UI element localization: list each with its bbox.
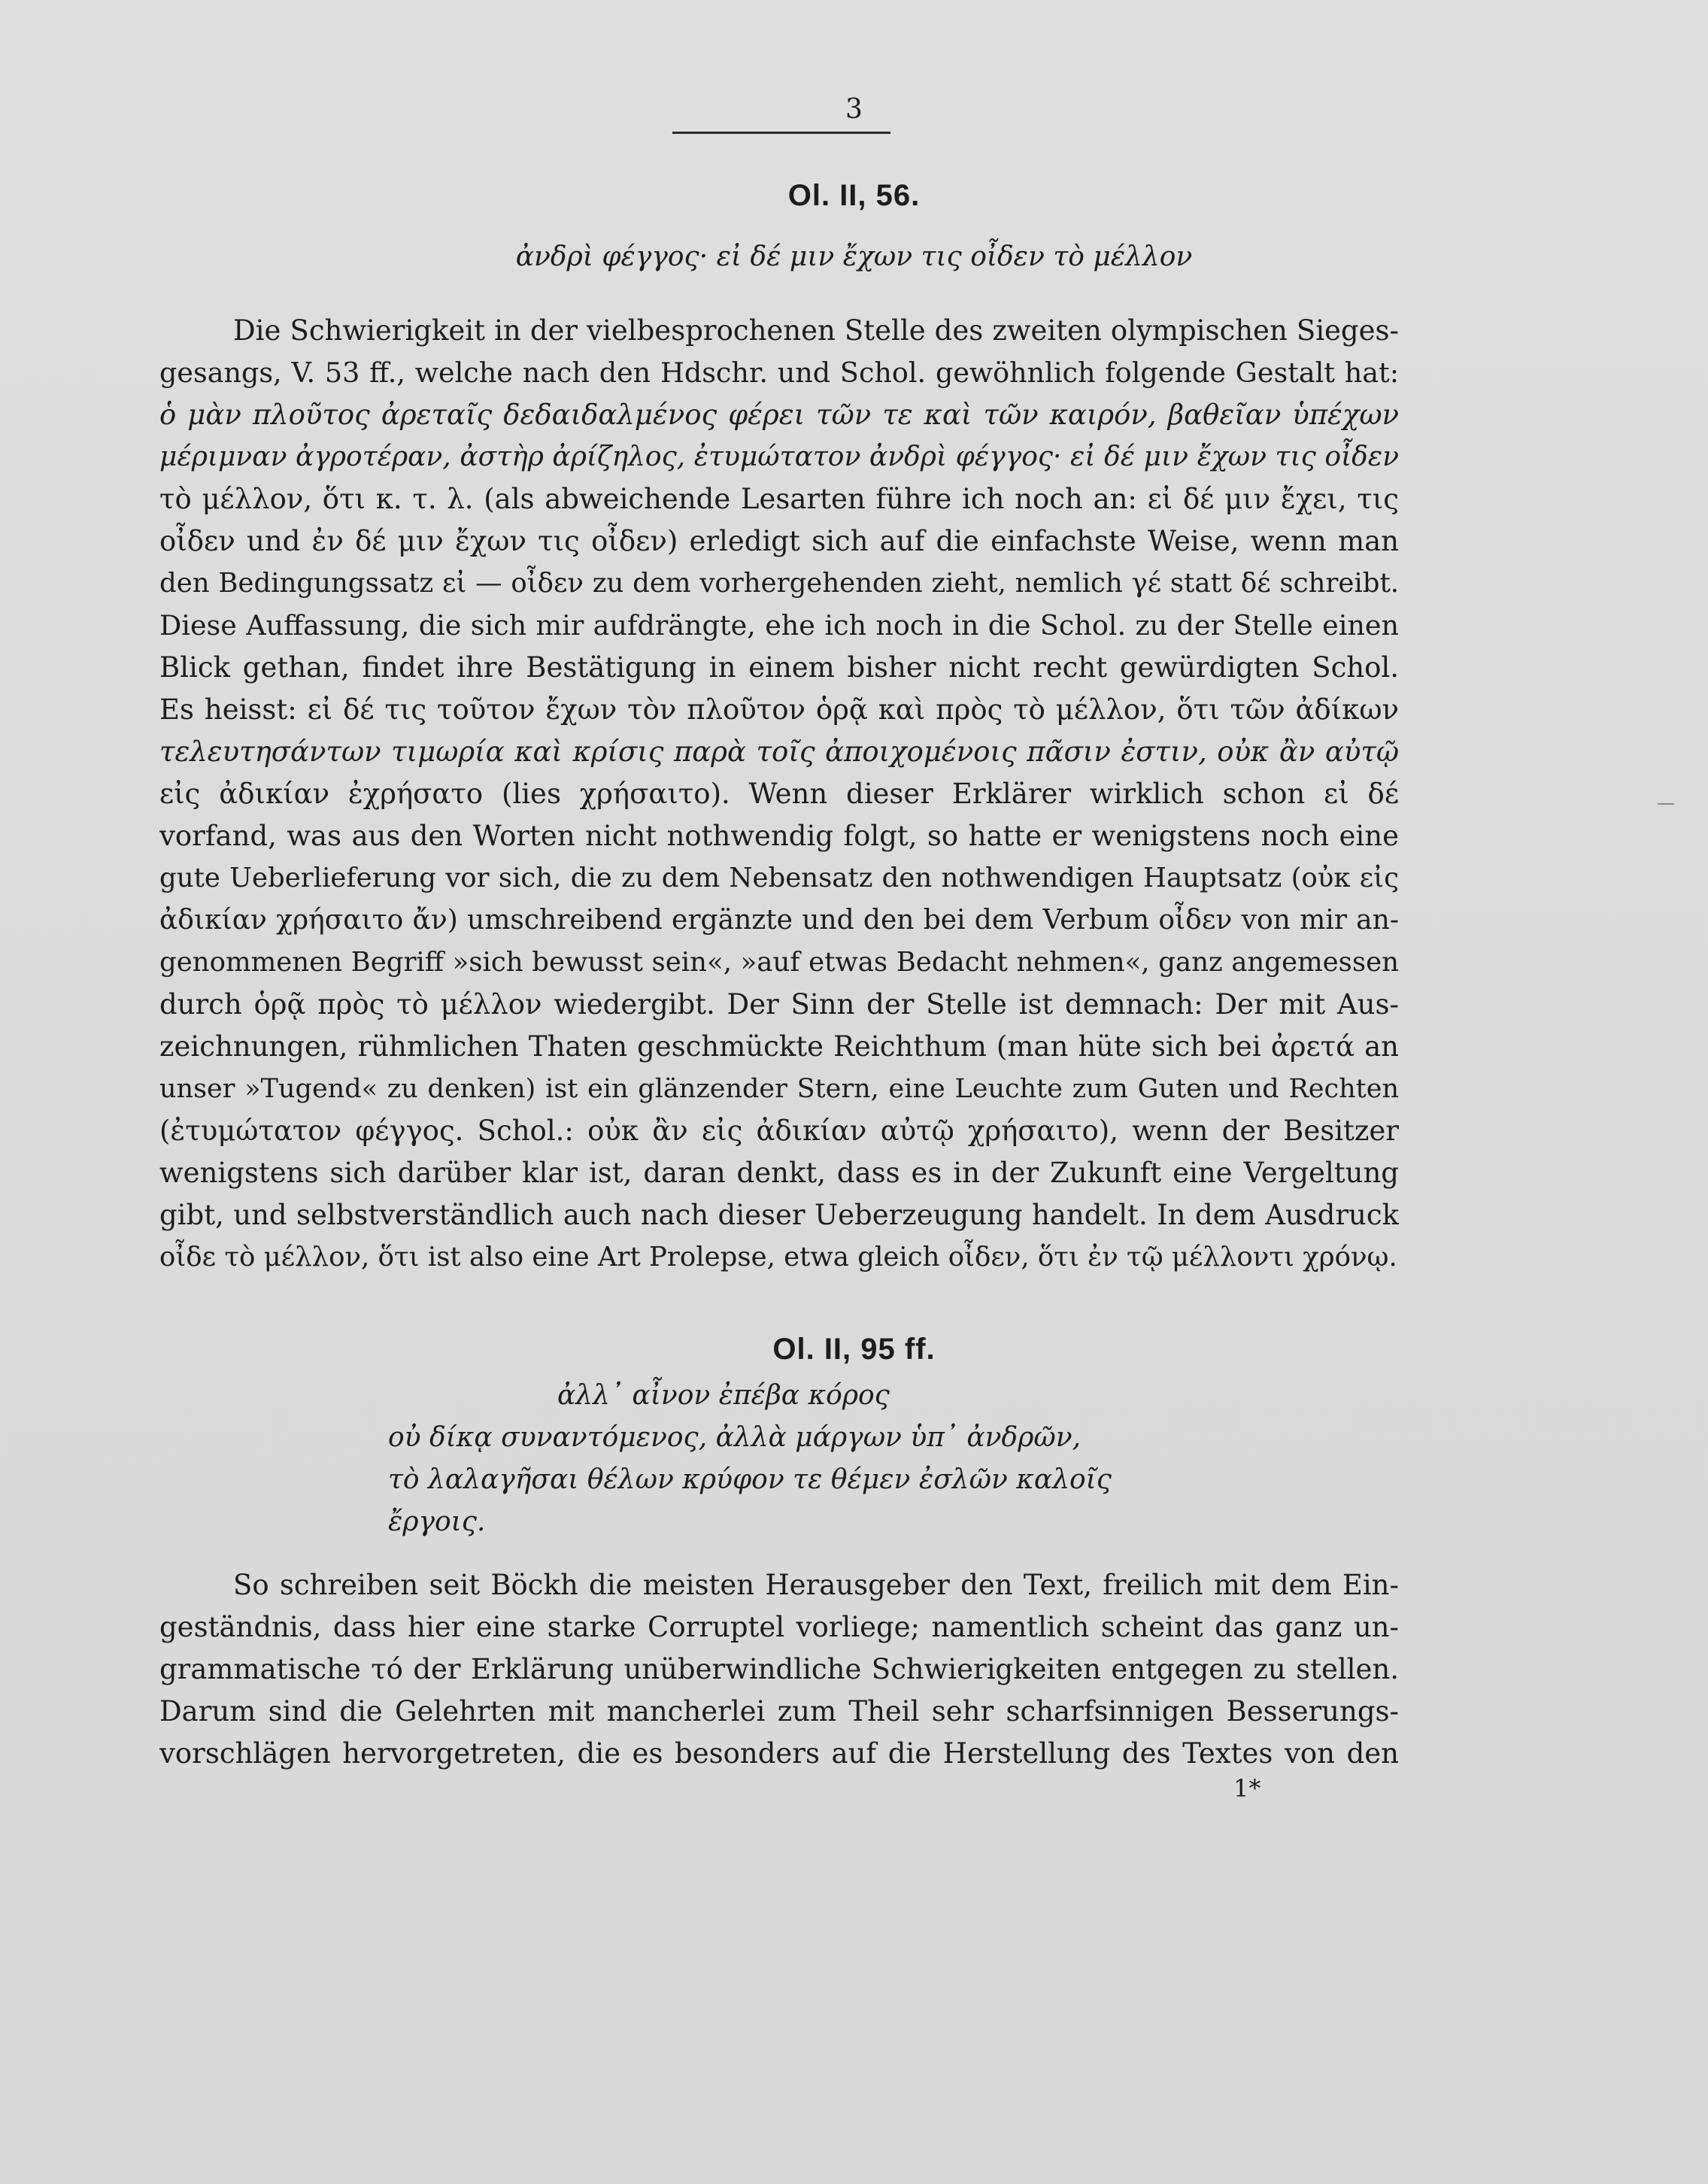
section1-paragraph xyxy=(159,310,1399,1279)
section2-paragraph xyxy=(159,1564,1399,1775)
text-line: (ἐτυμώτατον φέγγος. Schol.: οὐκ ἂν εἰς ἀδικίαν αὐτῷ χρήσαιτο), wenn der Besitzer xyxy=(159,1115,1399,1147)
text-line: geständnis, dass hier eine starke Corruptel vorliege; namentlich scheint das ganz un- xyxy=(159,1611,1399,1643)
section-heading-ol-ii-95: Ol. II, 95 ff. xyxy=(772,1333,936,1366)
text-line: Diese Auffassung, die sich mir aufdrängte, ehe ich noch in die Schol. zu der Stelle einen xyxy=(159,609,1399,642)
text-line: gute Ueberlieferung vor sich, die zu dem Nebensatz den nothwendigen Hauptsatz (οὐκ εἰς xyxy=(159,863,1399,893)
text-line: gibt, und selbstverständlich auch nach dieser Ueberzeugung handelt. In dem Ausdruck xyxy=(159,1199,1399,1231)
text-line: Es heisst: εἰ δέ τις τοῦτον ἔχων τὸν πλοῦτον ὁρᾷ καὶ πρὸς τὸ μέλλον, ὅτι τῶν ἀδίκων xyxy=(159,693,1399,726)
text-line: Darum sind die Gelehrten mit mancherlei zum Theil sehr scharfsinnigen Besserungs- xyxy=(159,1695,1399,1727)
text-line: οἶδεν und ἐν δέ μιν ἔχων τις οἶδεν) erledigt sich auf die einfachste Weise, wenn man xyxy=(159,525,1399,557)
text-line: grammatische τό der Erklärung unüberwindliche Schwierigkeiten entgegen zu stellen. xyxy=(159,1653,1399,1685)
text-line: ἀδικίαν χρήσαιτο ἄν) umschreibend ergänzte und den bei dem Verbum οἶδεν von mir an- xyxy=(159,905,1399,936)
text-line: So schreiben seit Böckh die meisten Herausgeber den Text, freilich mit dem Ein- xyxy=(233,1569,1399,1601)
section-heading-ol-ii-56: Ol. II, 56. xyxy=(787,179,921,212)
text-line: Die Schwierigkeit in der vielbesprochenen Stelle des zweiten olympischen Sieges- xyxy=(233,314,1399,347)
verse-line: τὸ λαλαγῆσαι θέλων κρύφον τε θέμεν ἐσλῶν καλοῖς xyxy=(388,1464,1112,1495)
text-line-greek: ὁ μὰν πλοῦτος ἀρεταῖς δεδαιδαλμένος φέρει τῶν τε καὶ τῶν καιρόν, βαθεῖαν ὑπέχων xyxy=(159,399,1399,431)
verse-line: ἔργοις. xyxy=(388,1506,486,1537)
sheet-signature: 1* xyxy=(1233,1774,1261,1803)
header-rule xyxy=(672,132,890,134)
text-line-greek: μέριμναν ἀγροτέραν, ἀστὴρ ἀρίζηλος, ἐτυμώτατον ἀνδρὶ φέγγος· εἰ δέ μιν ἔχων τις οἶδεν xyxy=(159,441,1399,472)
verse-line: ἀλλ᾽ αἶνον ἐπέβα κόρος xyxy=(557,1380,890,1411)
page-number: 3 xyxy=(845,94,863,125)
text-line: zeichnungen, rühmlichen Thaten geschmückte Reichthum (man hüte sich bei ἀρετά an xyxy=(159,1030,1399,1063)
text-line: vorschlägen hervorgetreten, die es besonders auf die Herstellung des Textes von den xyxy=(159,1737,1399,1770)
text-line: τὸ μέλλον, ὅτι κ. τ. λ. (als abweichende Lesarten führe ich noch an: εἰ δέ μιν ἔχει, τις xyxy=(159,483,1399,515)
margin-mark xyxy=(1658,803,1674,805)
text-line: den Bedingungssatz εἰ — οἶδεν zu dem vorhergehenden zieht, nemlich γέ statt δέ schreibt. xyxy=(159,568,1399,599)
text-line: εἰς ἀδικίαν ἐχρήσατο (lies χρήσαιτο). Wenn dieser Erklärer wirklich schon εἰ δέ xyxy=(159,778,1399,810)
text-line-greek: τελευτησάντων τιμωρία καὶ κρίσις παρὰ τοῖς ἀποιχομένοις πᾶσιν ἐστιν, οὐκ ἂν αὐτῷ xyxy=(159,736,1399,768)
text-line: unser »Tugend« zu denken) ist ein glänzender Stern, eine Leuchte zum Guten und Rechten xyxy=(159,1074,1399,1104)
text-line: οἶδε τὸ μέλλον, ὅτι ist also eine Art Prolepse, etwa gleich οἶδεν, ὅτι ἐν τῷ μέλλοντι χρόνῳ. xyxy=(159,1242,1397,1272)
verse-line: οὐ δίκᾳ συναντόμενος, ἀλλὰ μάργων ὑπ᾽ ἀνδρῶν, xyxy=(388,1422,1082,1453)
text-line: Blick gethan, findet ihre Bestätigung in einem bisher nicht recht gewürdigten Schol. xyxy=(159,651,1399,684)
verse-quote-greek xyxy=(388,1375,1112,1543)
text-line: vorfand, was aus den Worten nicht nothwendig folgt, so hatte er wenigstens noch eine xyxy=(159,820,1399,852)
text-line: wenigstens sich darüber klar ist, daran denkt, dass es in der Zukunft eine Vergeltung xyxy=(159,1157,1399,1189)
text-line: durch ὁρᾷ πρὸς τὸ μέλλον wiedergibt. Der Sinn der Stelle ist demnach: Der mit Aus- xyxy=(159,988,1399,1021)
section-quote-greek: ἀνδρὶ φέγγος· εἰ δέ μιν ἔχων τις οἶδεν τὸ μέλλον xyxy=(515,241,1193,272)
text-line: genommenen Begriff »sich bewusst sein«, »auf etwas Bedacht nehmen«, ganz angemessen xyxy=(159,947,1399,978)
text-line: gesangs, V. 53 ff., welche nach den Hdschr. und Schol. gewöhnlich folgende Gestalt hat: xyxy=(159,356,1399,389)
